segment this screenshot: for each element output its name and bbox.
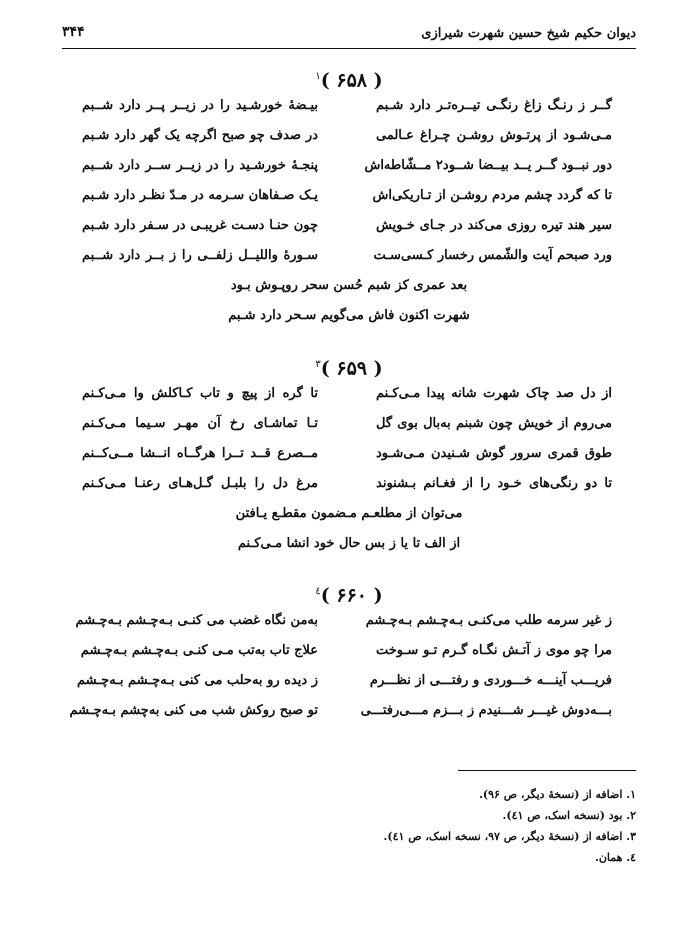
- hemistich-first: سیر هند تیره روزی می‌کند در جـای خـویش: [376, 218, 612, 233]
- hemistich-second: ز دیده رو به‌حلب می کنی بـه‌چـشم بـه‌چـشم: [77, 673, 318, 688]
- hemistich-first: می‌روم از خویش چون شبنم به‌بال بوی گل: [376, 416, 612, 431]
- hemistich-first: بـــه‌دوش غیـــر شـــنیدم ز بـــزم مـــی‌رفتـــی: [360, 703, 612, 718]
- hemistich-second: چون حنـا دسـت غریبـی در سـفر دارد شـبم: [82, 218, 318, 233]
- footnote: ۱. اضافه از (نسخهٔ دیگر، ص ۹۶).: [479, 788, 636, 801]
- verse-row: [62, 470, 636, 500]
- hemistich-second: مــصرع قــد تــرا هرگــاه انــشا مــی‌کــنم: [82, 446, 318, 461]
- poem-658: [62, 62, 636, 332]
- hemistich-first: از دل صد چاک شهرت شانه پیدا مـی‌کـنم: [376, 386, 612, 401]
- verse-row: [62, 380, 636, 410]
- hemistich-first: مـی‌شـود از پرتـوش روشـن چـراغ عـالمی: [376, 128, 612, 143]
- footnote: ۲. بود (نسخه اسک، ص ٤۱).: [502, 809, 636, 822]
- footnote: ٤. همان.: [594, 851, 636, 864]
- footnotes: [200, 784, 636, 868]
- hemistich-first: مرا چو موی ز آتـش نگـاه گـرم تـو سـوخت: [376, 643, 612, 658]
- verse-row: [62, 410, 636, 440]
- closing-verse: می‌توان از مطلعـم مـضمون مقطـع یـافتن: [235, 506, 463, 521]
- hemistich-first: فریـــب آینـــه خـــوردی و رفتـــی از نظـــرم: [369, 673, 612, 688]
- hemistich-second: به‌من نگاه غضب می کنـی بـه‌چـشم بـه‌چـشم: [75, 613, 318, 628]
- hemistich-second: تـا تماشـای رخ آن مهـر سـیما مـی‌کـنم: [82, 416, 318, 431]
- closing-verse: بعد عمری کز شبم حُسن سحر روپـوش بـود: [230, 278, 468, 293]
- hemistich-first: گــر ز رنـگ زاغ رنگـی تیــره‌تـر دارد شـبم: [376, 98, 612, 113]
- book-title: دیوان حکیم شیخ حسین شهرت شیرازی: [421, 26, 636, 41]
- verse-row: [62, 152, 636, 182]
- verse-row: [62, 122, 636, 152]
- verse-row: [62, 667, 636, 697]
- hemistich-first: ورد صبحم آیت والشّمس رخسار کـسی‌سـت: [373, 248, 612, 263]
- poem-title: ( ۶۵۸ )$^۱$: [315, 69, 383, 92]
- verse-row: [62, 440, 636, 470]
- footnote-ref: ۱: [315, 71, 321, 82]
- page-number: ۳۴۴: [62, 24, 85, 40]
- verse-row: [62, 182, 636, 212]
- closing-verse: از الف تا یا ز بس حال خود انشا مـی‌کـنم: [237, 536, 461, 551]
- verse-row: [62, 212, 636, 242]
- closing-verse: شهرت اکنون فاش می‌گویم سـحر دارد شـبم: [228, 308, 470, 323]
- poem-659: [62, 350, 636, 560]
- footnote-separator: [458, 770, 636, 771]
- hemistich-second: در صدف چو صبح اگرچه یک گهر دارد شـبم: [82, 128, 318, 143]
- poem-title: ( ۶۵۹ )$^۳$: [315, 357, 383, 380]
- hemistich-second: بیـضهٔ خورشـید را در زیــر پــر دارد شــبم: [82, 98, 318, 113]
- hemistich-first: ز غیر سرمه طلب می‌کنـی بـه‌چـشم بـه‌چـشم: [365, 613, 612, 628]
- hemistich-first: تا دو رنگی‌های خـود را از فغـانم بـشنوند: [376, 476, 612, 491]
- footnote-ref: ٤: [315, 586, 321, 597]
- verse-row: [62, 92, 636, 122]
- verse-row: [62, 242, 636, 272]
- hemistich-first: طوق قمری سرور گوش شـنیدن مـی‌شـود: [376, 446, 612, 461]
- poem-660: [62, 577, 636, 727]
- hemistich-first: دور نبــود گــر یــد بیــضا شــود۲ مــشّاطه‌اش: [364, 158, 612, 173]
- hemistich-second: سـورهٔ واللیــل زلفــی را ز بــر دارد شــبم: [82, 248, 318, 263]
- footnote: ۳. اضافه از (نسخهٔ دیگر، ص ۹۷، نسخه اسک، ص ٤۱).: [383, 830, 636, 843]
- running-header: [62, 22, 636, 49]
- hemistich-second: یـک صـفاهان سـرمه در مـدّ نظـر دارد شـبم: [82, 188, 318, 203]
- verse-row: [62, 697, 636, 727]
- hemistich-second: پنجـهٔ خورشـید را در زیــر ســر دارد شــبم: [82, 158, 318, 173]
- hemistich-second: علاج تاب به‌تب مـی کنـی بـه‌چـشم بـه‌چـشم: [80, 643, 318, 658]
- hemistich-second: تو صبح روکش شب می کنی به‌چشم بـه‌چـشم: [69, 703, 318, 718]
- hemistich-second: تا گره از پیچ و تاب کـاکلش وا مـی‌کـنم: [82, 386, 318, 401]
- verse-row: [62, 637, 636, 667]
- verse-row: [62, 607, 636, 637]
- hemistich-second: مرغ دل را بلبـل گـل‌هـای رعنـا مـی‌کـنم: [82, 476, 318, 491]
- hemistich-first: تا که گردد چشم مردم روشـن از تـاریکی‌اش: [372, 188, 612, 203]
- footnote-ref: ۳: [315, 359, 321, 370]
- poem-title: ( ۶۶۰ )$^٤$: [315, 584, 383, 607]
